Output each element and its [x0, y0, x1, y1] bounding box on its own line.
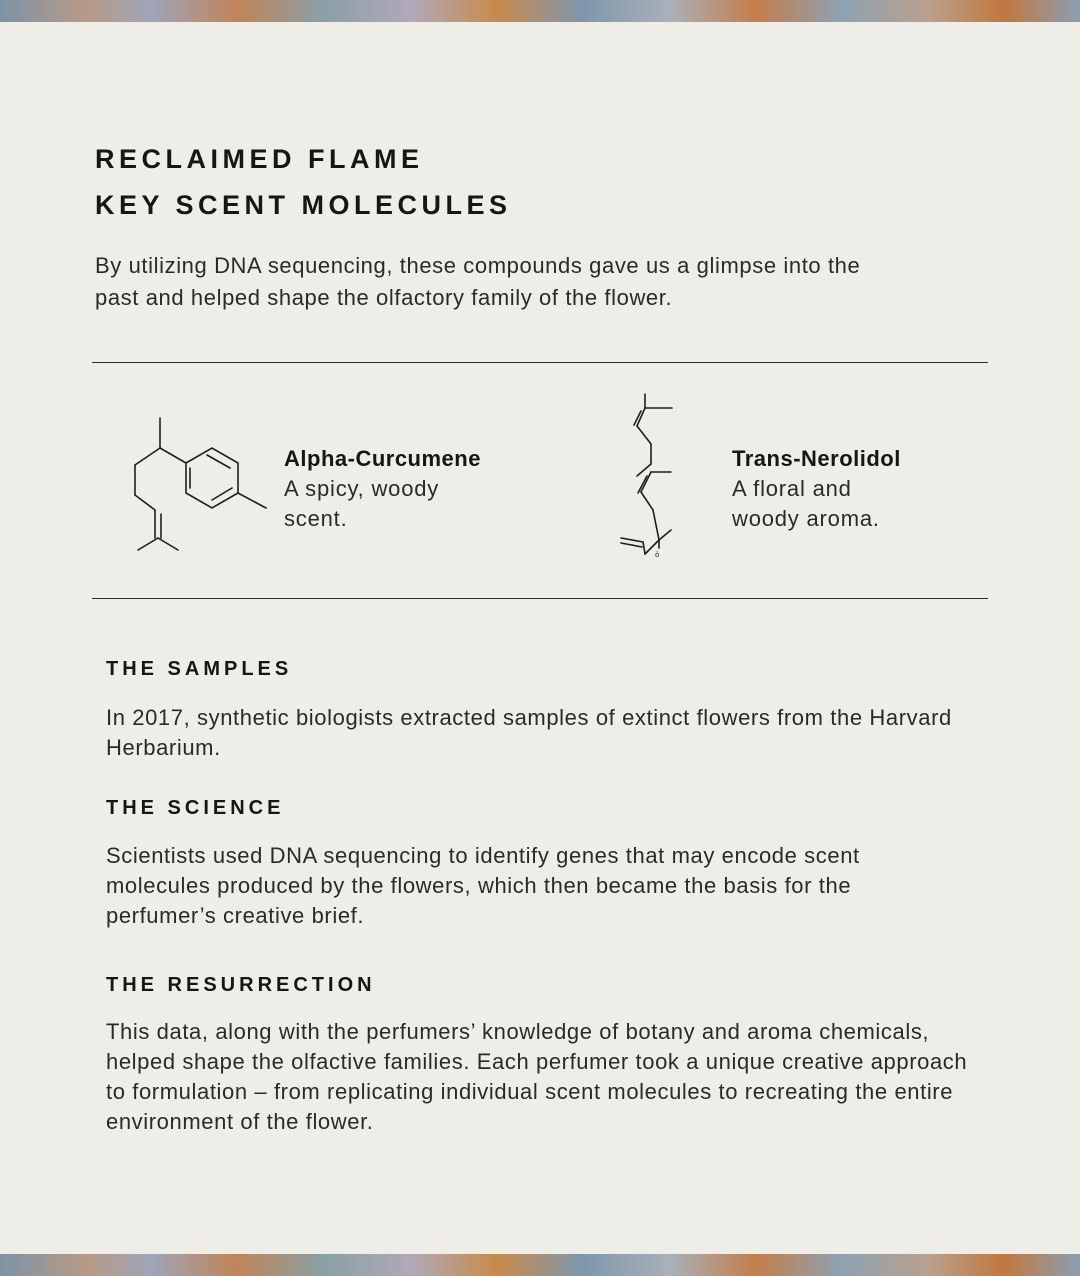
svg-text:ö: ö	[655, 551, 660, 559]
top-divider	[92, 362, 988, 363]
section-body-resurrection: This data, along with the perfumers’ knowledge of botany and aroma chemicals, helped shape the olfactive families. Each perfumer took a unique creative approach to formulation – from replicating individual scent molecules to recreating the entire environment of the flower.	[106, 1019, 968, 1134]
decorative-top-band	[0, 0, 1080, 22]
section-heading-resurrection: THE RESURRECTION	[106, 974, 376, 996]
decorative-bottom-band	[0, 1254, 1080, 1276]
molecule-description: A floral and woody aroma.	[732, 476, 880, 531]
section-body-science: Scientists used DNA sequencing to identify genes that may encode scent molecules produced by the flowers, which then became the basis for the perfumer’s creative brief.	[106, 843, 860, 928]
molecule-card-alpha-curcumene	[284, 444, 544, 534]
bottom-divider	[92, 598, 988, 599]
molecule-name: Trans-Nerolidol	[732, 446, 901, 471]
section-heading-samples: THE SAMPLES	[106, 658, 293, 680]
molecule-description: A spicy, woody scent.	[284, 476, 440, 531]
section-body-samples: In 2017, synthetic biologists extracted samples of extinct flowers from the Harvard Herbarium.	[106, 705, 952, 760]
page-title-line-1: RECLAIMED FLAME	[95, 144, 424, 174]
trans-nerolidol-structure-icon	[615, 392, 695, 562]
molecule-name: Alpha-Curcumene	[284, 446, 481, 471]
alpha-curcumene-structure-icon	[120, 410, 280, 560]
page-title-line-2: KEY SCENT MOLECULES	[95, 190, 512, 220]
intro-paragraph: By utilizing DNA sequencing, these compounds gave us a glimpse into the past and helped shape the olfactory family of the flower.	[95, 253, 861, 310]
molecule-card-trans-nerolidol	[732, 444, 992, 534]
section-heading-science: THE SCIENCE	[106, 797, 285, 819]
